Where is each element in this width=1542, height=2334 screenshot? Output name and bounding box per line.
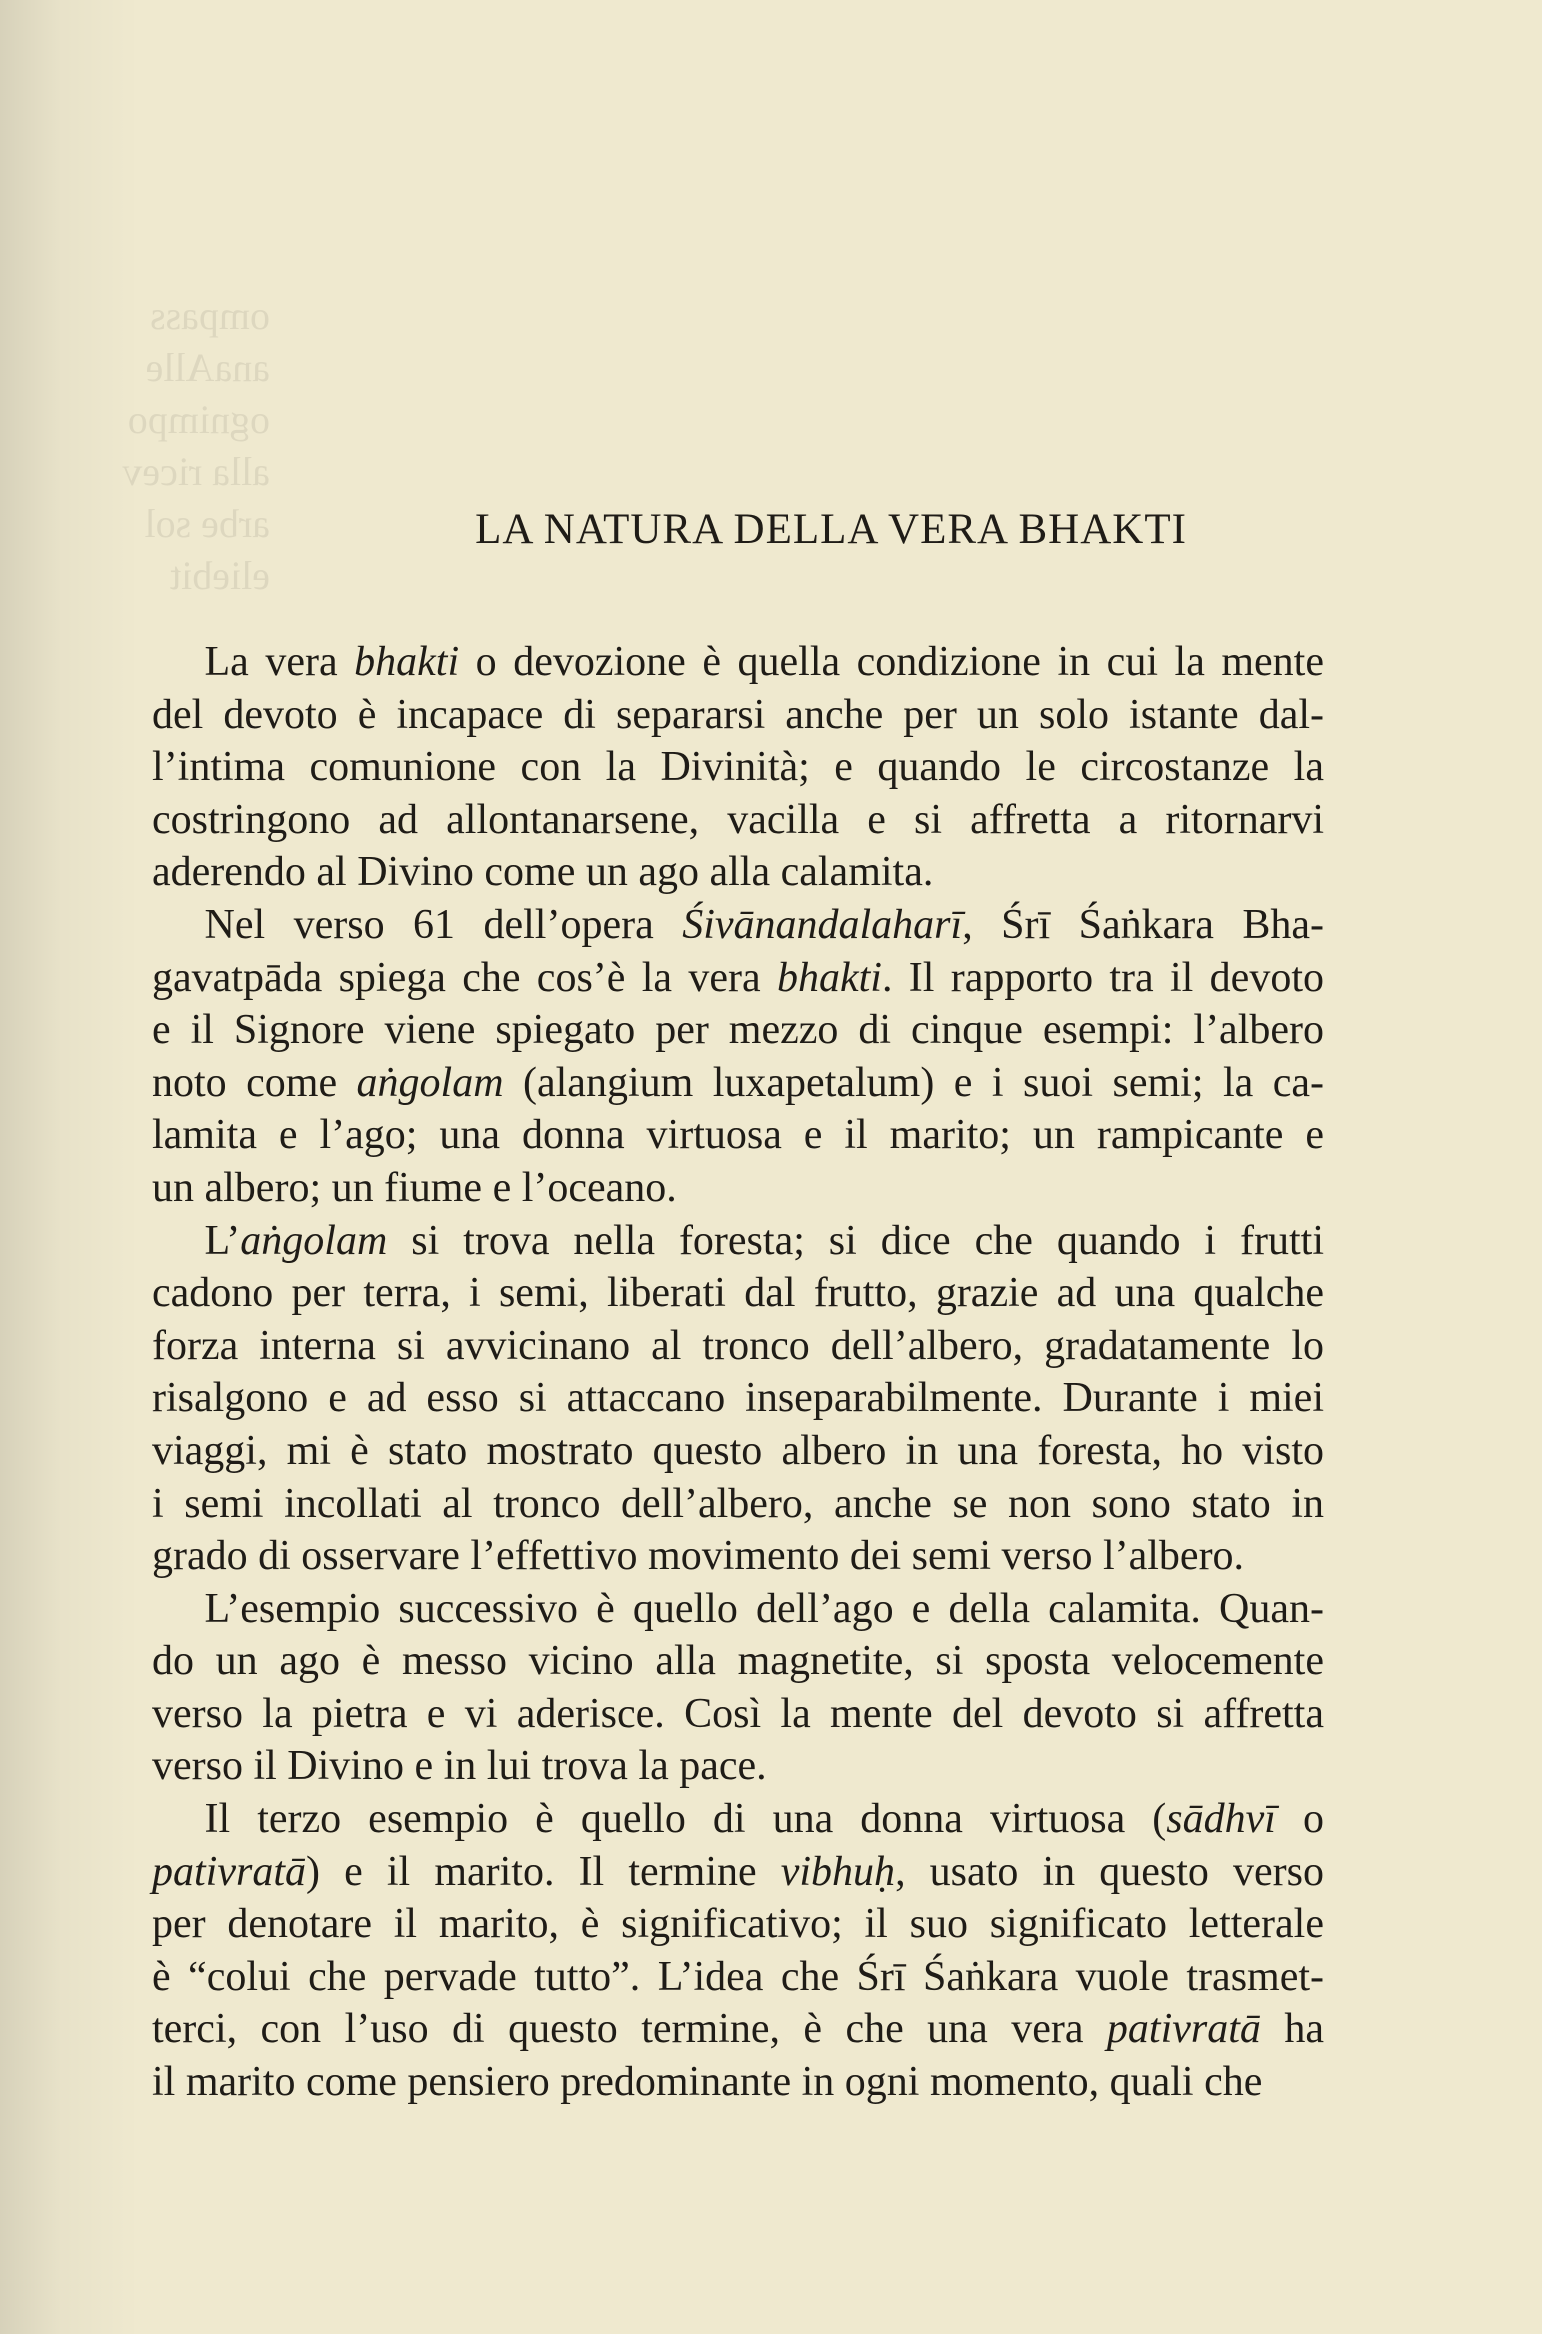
text-line: gavatpāda spiega che cos’è la vera bhakti. Il rapporto tra il devoto xyxy=(152,954,1324,1001)
text-line: per denotare il marito, è significativo; il suo significato letterale xyxy=(152,1901,1324,1948)
italic-term: pativratā xyxy=(152,1848,306,1895)
text-line: e il Signore viene spiegato per mezzo di cinque esempi: l’albero xyxy=(152,1007,1324,1054)
italic-term: sādhvī xyxy=(1166,1796,1276,1843)
body-text xyxy=(152,636,1324,2109)
text-line: forza interna si avvicinano al tronco dell’albero, gradatamente lo xyxy=(152,1322,1324,1369)
paragraph xyxy=(152,636,1324,899)
text-line: lamita e l’ago; una donna virtuosa e il marito; un rampicante e xyxy=(152,1112,1324,1159)
text-line: verso il Divino e in lui trova la pace. xyxy=(152,1743,767,1790)
text-line: risalgono e ad esso si attaccano inseparabilmente. Durante i miei xyxy=(152,1375,1324,1422)
show-through-bleed: ompass anaAlle ognimpo alla ricev arbe sol eliebit xyxy=(122,293,270,598)
text-line: L’aṅgolam si trova nella foresta; si dice che quando i frutti xyxy=(204,1217,1324,1264)
text-line: aderendo al Divino come un ago alla calamita. xyxy=(152,849,934,896)
text-line: noto come aṅgolam (alangium luxapetalum) e i suoi semi; la ca- xyxy=(152,1059,1324,1106)
text-line: viaggi, mi è stato mostrato questo albero in una foresta, ho visto xyxy=(152,1427,1324,1474)
paragraph xyxy=(152,1583,1324,1793)
text-line: verso la pietra e vi aderisce. Così la mente del devoto si affretta xyxy=(152,1690,1324,1737)
italic-term: Śivānandalaharī xyxy=(682,901,963,948)
text-line: La vera bhakti o devozione è quella condizione in cui la mente xyxy=(204,639,1324,685)
text-line: grado di osservare l’effettivo movimento dei semi verso l’albero. xyxy=(152,1533,1245,1580)
text-line: L’esempio successivo è quello dell’ago e della calamita. Quan- xyxy=(204,1585,1324,1632)
text-line: i semi incollati al tronco dell’albero, anche se non sono stato in xyxy=(152,1480,1324,1527)
text-line: è “colui che pervade tutto”. L’idea che Śrī Śaṅkara vuole trasmet- xyxy=(152,1953,1324,2000)
text-line: del devoto è incapace di separarsi anche per un solo istante dal- xyxy=(152,691,1324,738)
italic-term: pativratā xyxy=(1106,2006,1261,2053)
text-line: il marito come pensiero predominante in ogni momento, quali che xyxy=(152,2059,1263,2106)
text-line: Nel verso 61 dell’opera Śivānandalaharī, Śrī Śaṅkara Bha- xyxy=(204,901,1324,948)
paragraph xyxy=(152,1793,1324,2109)
text-line: do un ago è messo vicino alla magnetite, si sposta velocemente xyxy=(152,1638,1324,1685)
text-line: costringono ad allontanarsene, vacilla e si affretta a ritornarvi xyxy=(152,796,1324,843)
text-line: l’intima comunione con la Divinità; e quando le circostanze la xyxy=(152,744,1324,791)
text-line: un albero; un fiume e l’oceano. xyxy=(152,1164,677,1211)
italic-term: vibhuḥ xyxy=(780,1848,896,1895)
chapter-title: LA NATURA DELLA VERA BHAKTI xyxy=(475,506,1187,553)
paragraph xyxy=(152,899,1324,1215)
italic-term: aṅgolam xyxy=(356,1059,504,1106)
text-line: cadono per terra, i semi, liberati dal frutto, grazie ad una qualche xyxy=(152,1270,1324,1317)
text-line: Il terzo esempio è quello di una donna virtuosa (sādhvī o xyxy=(204,1796,1324,1843)
text-line: terci, con l’uso di questo termine, è che una vera pativratā ha xyxy=(152,2006,1324,2053)
italic-term: bhakti xyxy=(354,639,460,685)
italic-term: aṅgolam xyxy=(240,1217,388,1264)
italic-term: bhakti xyxy=(776,954,882,1001)
paragraph xyxy=(152,1215,1324,1583)
text-line: pativratā) e il marito. Il termine vibhuḥ, usato in questo verso xyxy=(152,1848,1324,1895)
